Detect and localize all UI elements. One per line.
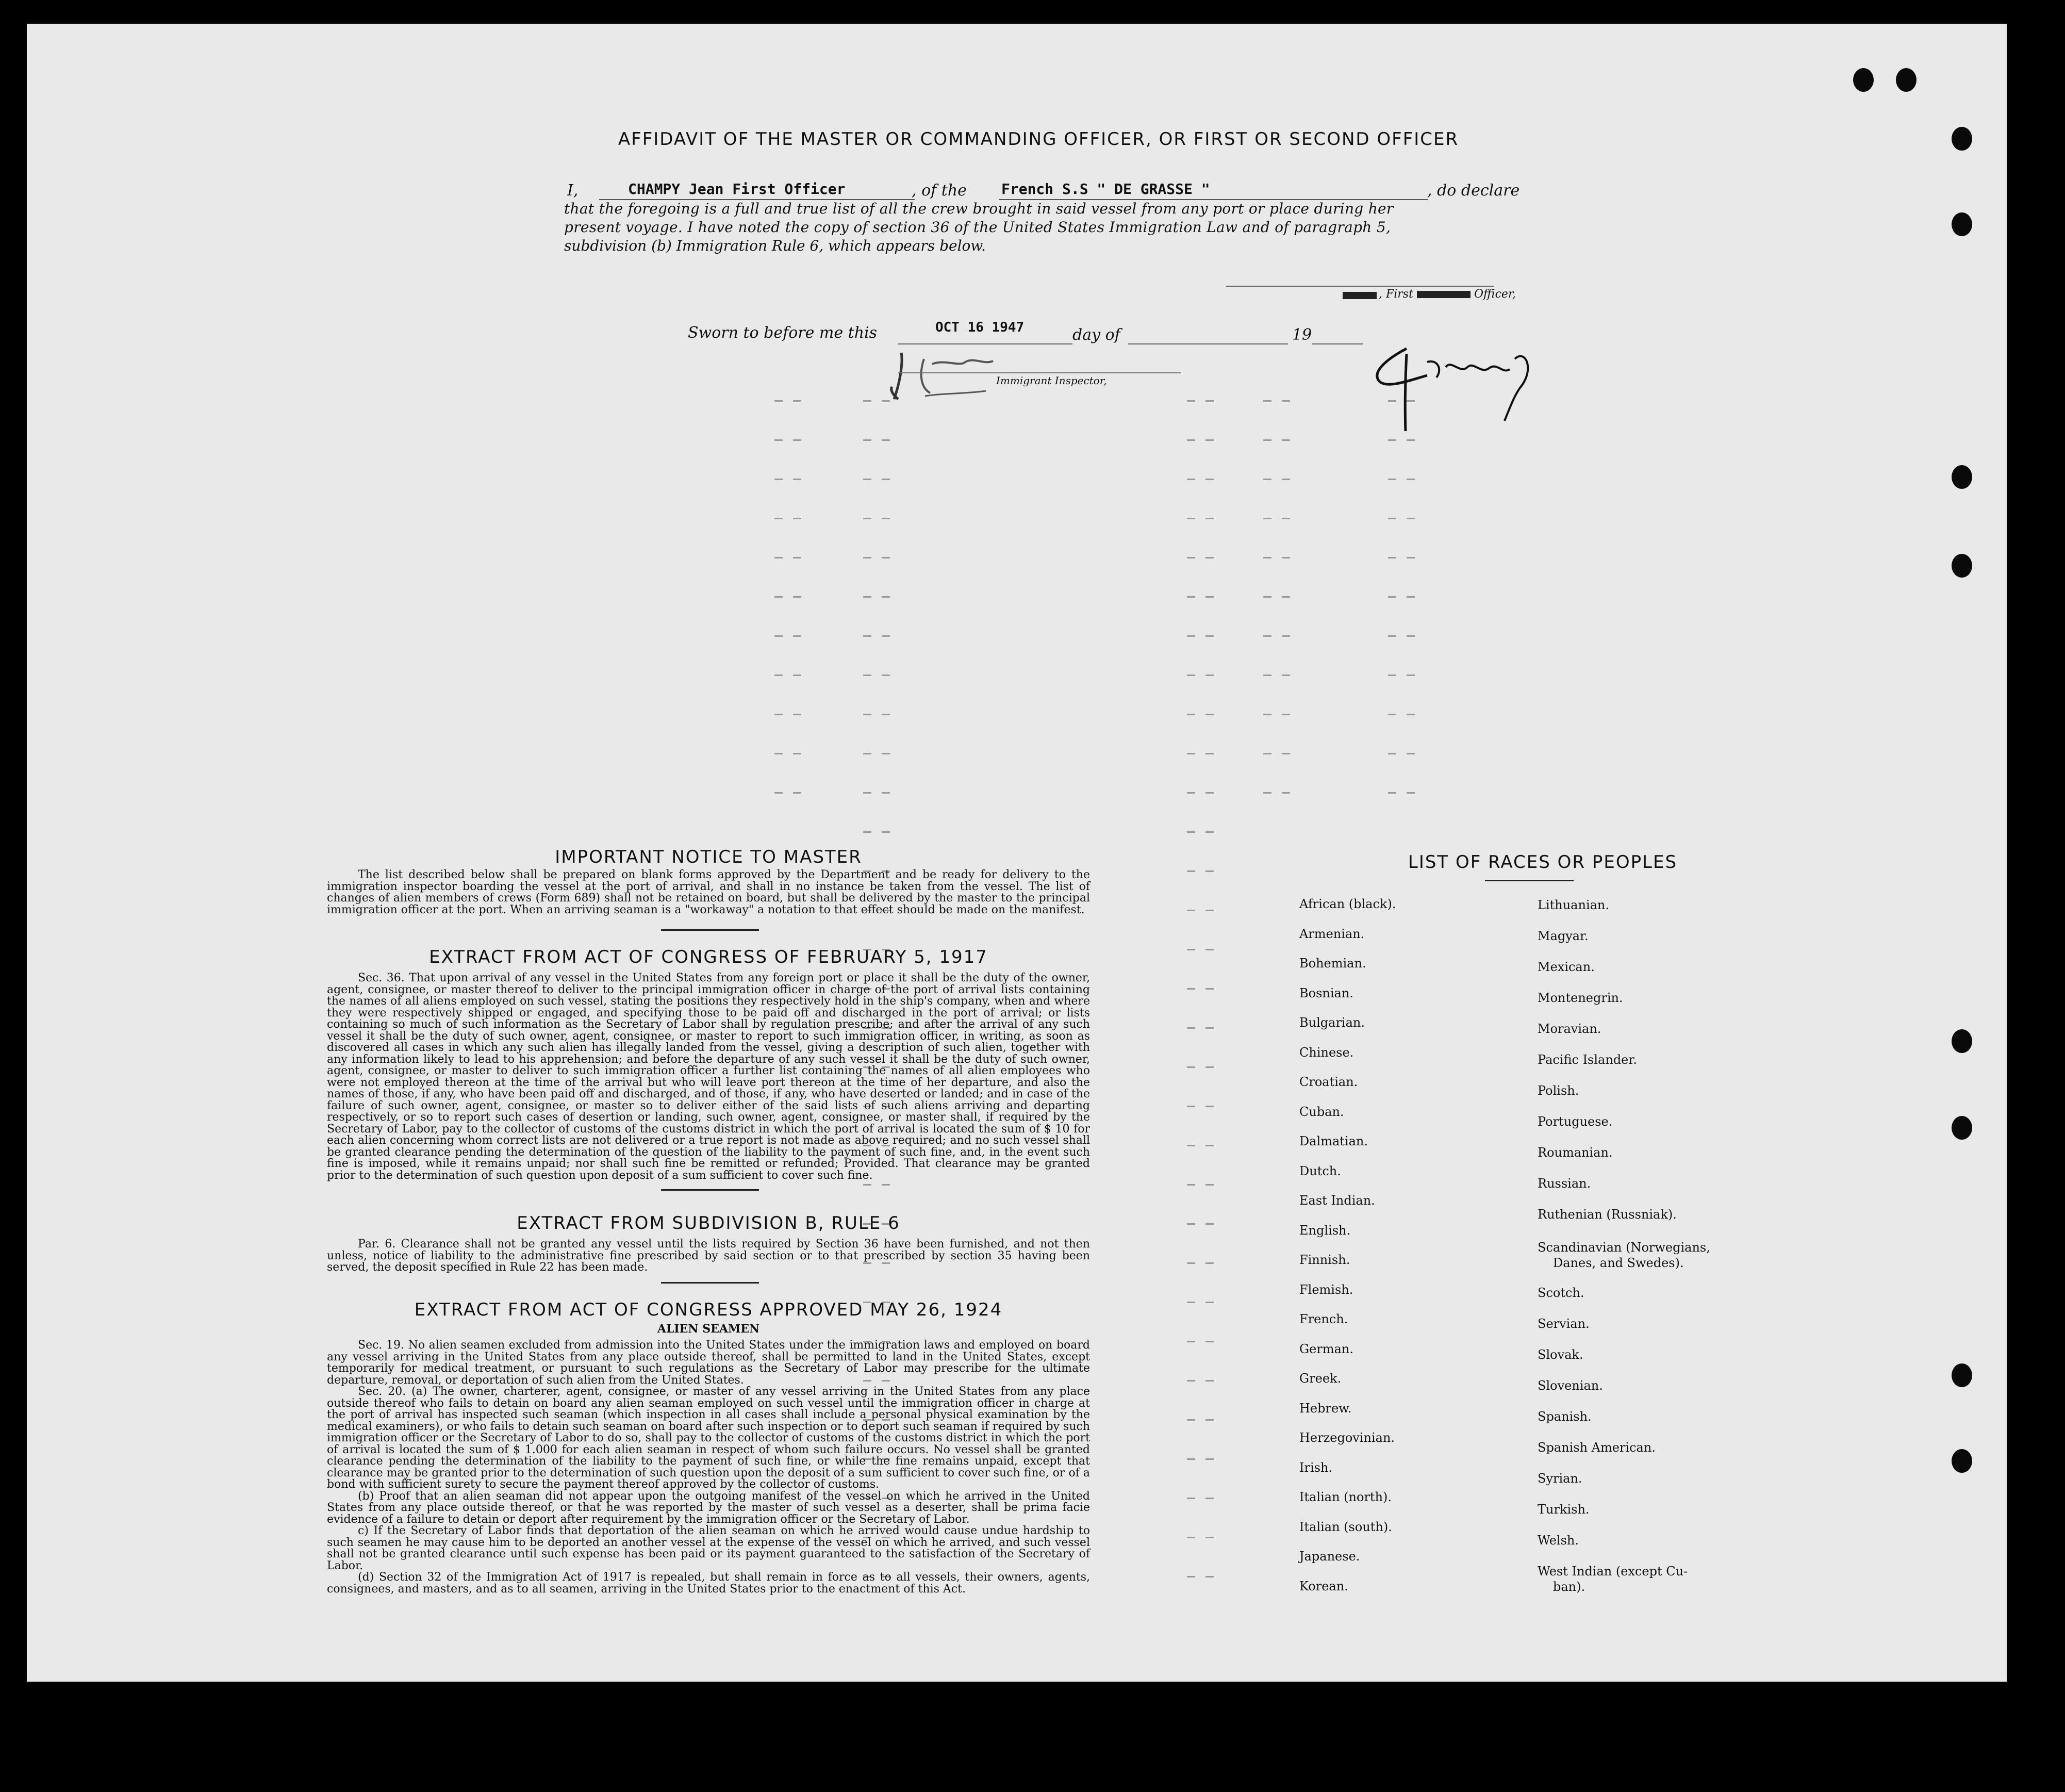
column-dash — [1388, 792, 1396, 794]
column-dash — [1282, 400, 1290, 402]
column-dash — [1205, 675, 1214, 676]
column-dash — [863, 596, 871, 598]
race-item: Bohemian. — [1299, 956, 1366, 971]
column-dash — [793, 400, 801, 402]
column-dash — [1205, 635, 1214, 637]
column-dash — [1263, 714, 1271, 715]
race-item: Turkish. — [1538, 1502, 1590, 1517]
race-item: Magyar. — [1538, 929, 1589, 943]
punch-hole — [1952, 1029, 1972, 1053]
column-dash — [1187, 870, 1195, 872]
race-item: Lithuanian. — [1538, 898, 1610, 912]
punch-hole — [1952, 127, 1972, 151]
inspector-caption: Immigrant Inspector, — [996, 374, 1107, 387]
race-item: Finnish. — [1299, 1253, 1350, 1267]
column-dash — [1388, 635, 1396, 637]
column-dash — [1205, 1341, 1214, 1342]
affidavit-body-line: present voyage. I have noted the copy of section 36 of the United States Immigration Law and of paragraph 5, — [564, 219, 1391, 236]
race-item: Greek. — [1299, 1371, 1342, 1386]
column-dash — [1187, 1458, 1195, 1460]
race-item: ban). — [1553, 1580, 1585, 1594]
column-dash — [1407, 439, 1415, 441]
column-dash — [1282, 479, 1290, 480]
column-dash — [882, 675, 890, 676]
column-dash — [1388, 479, 1396, 480]
column-dash — [882, 400, 890, 402]
column-dash — [1407, 400, 1415, 402]
column-dash — [1205, 1223, 1214, 1225]
extract-1924-text — [327, 1340, 1090, 1595]
extract-rule6-paragraph: Par. 6. Clearance shall not be granted any vessel until the lists required by Section 36 have been furnished, and not then unless, notice of liability to the administrative fine prescribed by said section or to that prescribed by section 35 having been served, the deposit specified in Rule 22 has been made. — [327, 1238, 1090, 1274]
column-dash — [774, 792, 783, 794]
column-dash — [863, 479, 871, 480]
column-dash — [1407, 557, 1415, 558]
race-item: Herzegovinian. — [1299, 1431, 1395, 1445]
column-dash — [1205, 1302, 1214, 1303]
extract-rule6-title: EXTRACT FROM SUBDIVISION B, RULE 6 — [517, 1213, 900, 1234]
column-dash — [1388, 596, 1396, 598]
column-dash — [793, 439, 801, 441]
officer-signature — [1350, 338, 1551, 436]
officer-signature-line — [1226, 286, 1494, 287]
alien-seamen-subtitle: ALIEN SEAMEN — [657, 1322, 760, 1336]
column-dash — [1205, 1419, 1214, 1421]
column-dash — [1407, 518, 1415, 519]
column-dash — [863, 518, 871, 519]
column-dash — [1205, 1184, 1214, 1186]
race-item: Korean. — [1299, 1579, 1348, 1593]
race-item: Montenegrin. — [1538, 991, 1623, 1005]
race-item: German. — [1299, 1342, 1353, 1356]
column-dash — [1282, 792, 1290, 794]
race-item: Japanese. — [1299, 1549, 1360, 1564]
column-dash — [1187, 1576, 1195, 1577]
column-dash — [1205, 557, 1214, 558]
extract-1917-rule — [661, 1189, 759, 1191]
column-dash — [1282, 753, 1290, 754]
column-dash — [1388, 675, 1396, 676]
column-dash — [1407, 714, 1415, 715]
column-dash — [1407, 635, 1415, 637]
column-dash — [1187, 792, 1195, 794]
race-item: Dutch. — [1299, 1164, 1341, 1178]
column-dash — [793, 753, 801, 754]
column-dash — [882, 557, 890, 558]
column-dash — [774, 518, 783, 519]
column-dash — [1388, 557, 1396, 558]
column-dash — [882, 792, 890, 794]
column-dash — [1282, 518, 1290, 519]
race-item: Slovenian. — [1538, 1378, 1603, 1393]
races-rule — [1485, 880, 1574, 881]
column-dash — [1205, 1262, 1214, 1264]
column-dash — [1282, 439, 1290, 441]
column-dash — [774, 439, 783, 441]
column-dash — [1187, 949, 1195, 950]
punch-hole — [1952, 554, 1972, 578]
notice-text — [327, 869, 1090, 916]
column-dash — [793, 675, 801, 676]
column-dash — [1263, 596, 1271, 598]
column-dash — [1187, 1066, 1195, 1068]
column-dash — [1263, 439, 1271, 441]
column-dash — [1187, 1184, 1195, 1186]
column-dash — [1187, 753, 1195, 754]
race-item: Flemish. — [1299, 1283, 1353, 1297]
column-dash — [1205, 1576, 1214, 1577]
affidavit-i: I, — [567, 182, 579, 200]
column-dash — [1187, 1027, 1195, 1029]
column-dash — [882, 518, 890, 519]
sworn-label: Sworn to before me this — [688, 324, 878, 342]
column-dash — [1263, 675, 1271, 676]
column-dash — [1407, 596, 1415, 598]
column-dash — [1187, 1145, 1195, 1146]
extract-1924-paragraph: (b) Proof that an alien seaman did not appear upon the outgoing manifest of the vessel on which he arrived in the United States from any place outside thereof, or that he was reported by the master of such vessel as a deserter, shall be prima facie evidence of a failure to detain or deport after requirement by the immigration officer or the Secretary of Labor. — [327, 1489, 1090, 1526]
race-item: Italian (north). — [1299, 1490, 1392, 1504]
column-dash — [1263, 753, 1271, 754]
column-dash — [1205, 988, 1214, 990]
column-dash — [1282, 714, 1290, 715]
race-item: Italian (south). — [1299, 1520, 1392, 1534]
column-dash — [863, 792, 871, 794]
race-item: Cuban. — [1299, 1105, 1344, 1119]
race-item: Portuguese. — [1538, 1114, 1613, 1129]
column-dash — [774, 635, 783, 637]
race-item: Chinese. — [1299, 1045, 1354, 1060]
column-dash — [1205, 596, 1214, 598]
column-dash — [863, 635, 871, 637]
race-item: Russian. — [1538, 1176, 1591, 1191]
race-item: Spanish American. — [1538, 1440, 1656, 1455]
date-stamp: OCT 16 1947 — [935, 320, 1025, 335]
column-dash — [1187, 1537, 1195, 1538]
race-item: Irish. — [1299, 1460, 1333, 1475]
punch-hole — [1952, 1363, 1972, 1387]
race-item: Scotch. — [1538, 1286, 1584, 1300]
column-dash — [1205, 1458, 1214, 1460]
race-item: French. — [1299, 1312, 1348, 1326]
column-dash — [882, 753, 890, 754]
race-item: Pacific Islander. — [1538, 1053, 1637, 1067]
race-item: Moravian. — [1538, 1022, 1601, 1036]
race-item: Spanish. — [1538, 1409, 1592, 1424]
column-dash — [1263, 479, 1271, 480]
column-dash — [1205, 753, 1214, 754]
column-dash — [1263, 557, 1271, 558]
column-dash — [1205, 1027, 1214, 1029]
month-line — [1128, 343, 1288, 344]
column-dash — [774, 753, 783, 754]
column-dash — [882, 635, 890, 637]
column-dash — [1187, 596, 1195, 598]
column-dash — [1187, 1302, 1195, 1303]
affidavit-title: AFFIDAVIT OF THE MASTER OR COMMANDING OFFICER, OR FIRST OR SECOND OFFICER — [618, 129, 1459, 150]
column-dash — [1187, 1341, 1195, 1342]
punch-hole — [1952, 465, 1972, 489]
column-dash — [1187, 1498, 1195, 1499]
race-item: Armenian. — [1299, 927, 1365, 941]
race-item: Welsh. — [1538, 1533, 1579, 1548]
notice-paragraph: The list described below shall be prepared on blank forms approved by the Department and be ready for delivery to the immigration inspector boarding the vessel at the port of arrival, and shall in no instance be taken from the vessel. The list of changes of alien members of crews (Form 689) shall not be retained on board, but shall be delivered by the master to the principal immigration officer at the port. When an arriving seaman is a "workaway" a notation to that effect should be made on the manifest. — [327, 868, 1090, 916]
notice-rule — [661, 929, 759, 931]
vessel-name: French S.S " DE GRASSE " — [1001, 180, 1210, 198]
do-declare-label: , do declare — [1427, 182, 1520, 200]
punch-hole — [1896, 68, 1917, 92]
column-dash — [1187, 557, 1195, 558]
column-dash — [1187, 1106, 1195, 1107]
race-item: Danes, and Swedes). — [1553, 1256, 1684, 1270]
column-dash — [863, 557, 871, 558]
column-dash — [1282, 557, 1290, 558]
column-dash — [882, 479, 890, 480]
affidavit-body-line: subdivision (b) Immigration Rule 6, which appears below. — [564, 237, 986, 254]
column-dash — [793, 518, 801, 519]
column-dash — [793, 792, 801, 794]
column-dash — [793, 557, 801, 558]
column-dash — [1187, 714, 1195, 715]
punch-hole — [1952, 1116, 1972, 1140]
column-dash — [1187, 1262, 1195, 1264]
race-item: Bosnian. — [1299, 986, 1353, 1000]
column-dash — [1187, 479, 1195, 480]
column-dash — [793, 635, 801, 637]
race-item: Polish. — [1538, 1083, 1579, 1098]
race-item: Roumanian. — [1538, 1145, 1613, 1160]
column-dash — [1263, 518, 1271, 519]
extract-rule6-rule — [661, 1282, 759, 1284]
column-dash — [863, 400, 871, 402]
column-dash — [1205, 910, 1214, 911]
races-title: LIST OF RACES OR PEOPLES — [1408, 852, 1678, 873]
extract-1924-paragraph: c) If the Secretary of Labor finds that deportation of the alien seaman on which he arrived would cause undue hardship to such seamen he may cause him to be deported an another vessel at the expense of the vessel on which he arrived, and such vessel shall not be granted clearance until such expense has been paid or its payment guaranteed to the satisfaction of the Secretary of Labor. — [327, 1524, 1090, 1572]
officer-caption-first: , First — [1379, 288, 1413, 301]
column-dash — [1205, 792, 1214, 794]
column-dash — [1187, 1419, 1195, 1421]
extract-1924-paragraph: Sec. 19. No alien seamen excluded from admission into the United States under the immigration laws and employed on board any vessel arriving in the United States from any place outside thereof, shall be permitted to land in the United States, except temporarily for medical treatment, or pursuant to such regulations as the Secretary of Labor may prescribe for the ultimate departure, removal, or deportation of such alien from the United States. — [327, 1339, 1090, 1387]
column-dash — [1205, 1145, 1214, 1146]
column-dash — [793, 479, 801, 480]
column-dash — [774, 479, 783, 480]
race-item: Hebrew. — [1299, 1401, 1352, 1416]
race-item: Croatian. — [1299, 1075, 1358, 1089]
column-dash — [774, 400, 783, 402]
column-dash — [1187, 910, 1195, 911]
year-prefix: 19 — [1292, 326, 1312, 344]
column-dash — [774, 596, 783, 598]
punch-hole — [1853, 68, 1874, 92]
column-dash — [1263, 635, 1271, 637]
column-dash — [1282, 675, 1290, 676]
column-dash — [863, 675, 871, 676]
column-dash — [1187, 400, 1195, 402]
column-dash — [1187, 1380, 1195, 1382]
column-dash — [774, 675, 783, 676]
race-item: English. — [1299, 1223, 1351, 1238]
race-item: Syrian. — [1538, 1471, 1582, 1486]
column-dash — [1388, 439, 1396, 441]
extract-1917-paragraph: Sec. 36. That upon arrival of any vessel in the United States from any foreign port or place it shall be the duty of the owner, agent, consignee, or master thereof to deliver to the principal immigration officer in charge of the port of arrival lists containing the names of all aliens employed on such vessel, stating the positions they respectively hold in the ship's company, when and where they were respectively shipped or engaged, and specifying those to be paid off and discharged in the port of arrival; or lists containing so much of such information as the Secretary of Labor shall by regulation prescribe; and after the arrival of any such vessel it shall be the duty of such owner, agent, consignee, or master to report to such immigration officer, in writing, as soon as discovered all cases in which any such alien has illegally landed from the vessel, giving a description of such alien, together with any information likely to lead to his apprehension; and before the departure of any such vessel it shall be the duty of such owner, agent, consignee, or master to deliver to such immigration officer a further list containing the names of all alien employees who were not employed thereon at the time of the arrival but who will leave port thereon at the time of her departure, and also the names of those, if any, who have been paid off and discharged, and of those, if any, who have deserted or landed; and in case of the failure of such owner, agent, consignee, or master so to deliver either of the said lists of such aliens arriving and departing respectively, or so to report such cases of desertion or landing, such owner, agent, consignee, or master shall, if required by the Secretary of Labor, pay to the collector of customs of the customs district in which the port of arrival is located the sum of $ 10 for each alien concerning whom correct lists are not delivered or a true report is not made as above required; and no such vessel shall be granted clearance pending the determination of the question of the liability to the payment of such fine, and, in the event such fine is imposed, while it remains unpaid; nor shall such fine be remitted or refunded; Provided. That clearance may be granted prior to the determination of such question upon deposit of a sum sufficient to cover such fine. — [327, 972, 1090, 1182]
column-dash — [1282, 635, 1290, 637]
column-dash — [1388, 714, 1396, 715]
race-item: Dalmatian. — [1299, 1134, 1368, 1148]
race-item: Mexican. — [1538, 960, 1595, 974]
column-dash — [1205, 400, 1214, 402]
extract-1924-paragraph: (d) Section 32 of the Immigration Act of 1917 is repealed, but shall remain in force as to all vessels, their owners, agents, consignees, and masters, and as to all seamen, arriving in the United States prior to the enactment of this Act. — [327, 1571, 1090, 1596]
affidavit-body-line: that the foregoing is a full and true list of all the crew brought in said vessel from any port or place during her — [564, 200, 1394, 217]
extract-1917-title: EXTRACT FROM ACT OF CONGRESS OF FEBRUARY 5, 1917 — [429, 947, 988, 967]
race-item: Servian. — [1538, 1317, 1590, 1331]
column-dash — [1187, 439, 1195, 441]
column-dash — [1187, 635, 1195, 637]
race-item: East Indian. — [1299, 1193, 1375, 1208]
race-item: African (black). — [1299, 897, 1396, 911]
column-dash — [882, 596, 890, 598]
column-dash — [1407, 675, 1415, 676]
column-dash — [793, 596, 801, 598]
day-of-label: day of — [1072, 326, 1120, 344]
column-dash — [1205, 1498, 1214, 1499]
struck-word — [1417, 291, 1471, 298]
column-dash — [863, 753, 871, 754]
column-dash — [1282, 596, 1290, 598]
extract-1917-text — [327, 973, 1090, 1181]
column-dash — [1205, 1066, 1214, 1068]
column-dash — [882, 714, 890, 715]
column-dash — [1205, 870, 1214, 872]
race-item: Bulgarian. — [1299, 1015, 1365, 1030]
column-dash — [1263, 400, 1271, 402]
column-dash — [1205, 518, 1214, 519]
column-dash — [774, 714, 783, 715]
column-dash — [863, 1184, 871, 1186]
extract-rule6-text — [327, 1239, 1090, 1274]
column-dash — [1205, 1380, 1214, 1382]
of-the-label: , of the — [912, 182, 967, 200]
race-item: Slovak. — [1538, 1347, 1583, 1362]
extract-1924-title: EXTRACT FROM ACT OF CONGRESS APPROVED MAY 26, 1924 — [414, 1300, 1003, 1320]
document-sheet — [27, 24, 2007, 1682]
column-dash — [1187, 518, 1195, 519]
race-item: West Indian (except Cu- — [1538, 1564, 1688, 1579]
column-dash — [1388, 400, 1396, 402]
column-dash — [1407, 479, 1415, 480]
inspector-line — [898, 372, 1181, 373]
column-dash — [882, 1184, 890, 1186]
officer-caption-officer: Officer, — [1474, 288, 1516, 301]
column-dash — [1263, 792, 1271, 794]
column-dash — [1407, 753, 1415, 754]
punch-hole — [1952, 212, 1972, 236]
column-dash — [1205, 1106, 1214, 1107]
officer-caption — [1379, 288, 1516, 301]
declarant-name: CHAMPY Jean First Officer — [628, 180, 846, 198]
race-item: Scandinavian (Norwegians, — [1538, 1240, 1710, 1255]
extract-1924-paragraph: Sec. 20. (a) The owner, charterer, agent, consignee, or master of any vessel arriving in the United States from any place outside thereof who fails to detain on board any alien seaman employed on such vessel until the immigration officer in charge at the port of arrival has inspected such seaman (which inspection in all cases shall include a personal physical examination by the medical examiners), or who fails to detain such seaman on board after such inspection or to deport such seaman if required by such immigration officer or the Secretary of Labor to do so, shall pay to the collector of customs of the customs district in which the port of arrival is located the sum of $ 1.000 for each alien seaman in respect of whom such failure occurs. No vessel shall be granted clearance pending the determination of the liability to the payment of such fine, or while the fine remains unpaid, except that clearance may be granted prior to the determination of such question upon the deposit of a sum sufficient to cover such fine, or of a bond with sufficient surety to secure the payment thereof approved by the collector of customs. — [327, 1385, 1090, 1491]
column-dash — [1187, 1223, 1195, 1225]
column-dash — [863, 439, 871, 441]
column-dash — [882, 439, 890, 441]
column-dash — [863, 714, 871, 715]
column-dash — [1205, 439, 1214, 441]
column-dash — [1205, 1537, 1214, 1538]
column-dash — [1205, 714, 1214, 715]
column-dash — [1407, 792, 1415, 794]
column-dash — [1205, 831, 1214, 833]
column-dash — [1205, 949, 1214, 950]
punch-hole — [1952, 1449, 1972, 1473]
column-dash — [1187, 831, 1195, 833]
column-dash — [1388, 753, 1396, 754]
race-item: Ruthenian (Russniak). — [1538, 1207, 1677, 1222]
column-dash — [1388, 518, 1396, 519]
column-dash — [1187, 988, 1195, 990]
column-dash — [774, 557, 783, 558]
struck-word — [1343, 292, 1377, 299]
notice-title: IMPORTANT NOTICE TO MASTER — [555, 847, 862, 867]
column-dash — [1205, 479, 1214, 480]
column-dash — [793, 714, 801, 715]
column-dash — [882, 831, 890, 833]
column-dash — [1187, 675, 1195, 676]
column-dash — [863, 831, 871, 833]
